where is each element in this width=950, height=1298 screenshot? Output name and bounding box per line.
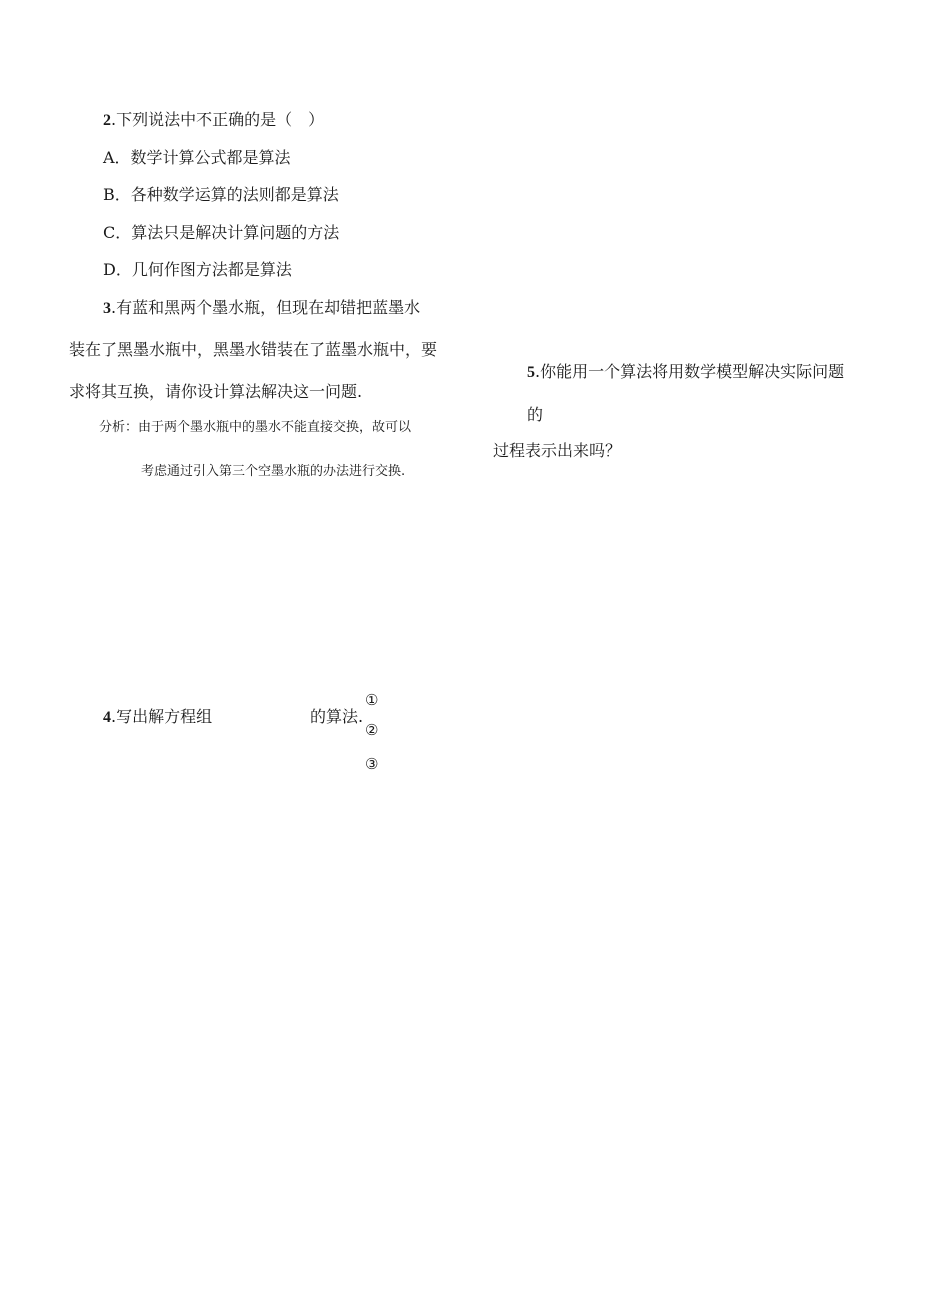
option-c: C．算法只是解决计算问题的方法	[103, 223, 340, 242]
question-number: 2	[103, 112, 111, 129]
analysis-line-1: 分析：由于两个墨水瓶中的墨水不能直接交换，故可以	[99, 420, 412, 435]
question-5-line-2: 的	[527, 405, 544, 424]
equation-marker-3: ③	[365, 755, 379, 773]
question-text: .有蓝和黑两个墨水瓶，但现在却错把蓝墨水	[111, 298, 421, 317]
question-5-line-3: 过程表示出来吗？	[493, 441, 622, 460]
analysis-line-2: 考虑通过引入第三个空墨水瓶的办法进行交换.	[141, 464, 406, 479]
question-5-line-1	[527, 362, 844, 383]
question-text: .下列说法中不正确的是（ ）	[111, 110, 325, 129]
option-d: D．几何作图方法都是算法	[103, 260, 292, 279]
question-3-line-3: 求将其互换，请你设计算法解决这一问题.	[69, 382, 363, 401]
question-4-stem	[103, 707, 212, 728]
question-number: 4	[103, 709, 111, 726]
question-number: 5	[527, 364, 535, 381]
option-a: A．数学计算公式都是算法	[103, 148, 291, 167]
question-3-line-2: 装在了黑墨水瓶中，黑墨水错装在了蓝墨水瓶中，要	[69, 340, 438, 359]
question-3-line-1	[103, 298, 420, 319]
equation-marker-2: ②	[365, 721, 379, 739]
question-number: 3	[103, 300, 111, 317]
option-b: B．各种数学运算的法则都是算法	[103, 185, 339, 204]
question-2-stem	[103, 110, 324, 131]
question-text: .你能用一个算法将用数学模型解决实际问题	[535, 362, 845, 381]
equation-marker-1: ①	[365, 691, 379, 709]
question-text: .写出解方程组	[111, 707, 213, 726]
question-4-stem-end: 的算法.	[310, 707, 364, 726]
